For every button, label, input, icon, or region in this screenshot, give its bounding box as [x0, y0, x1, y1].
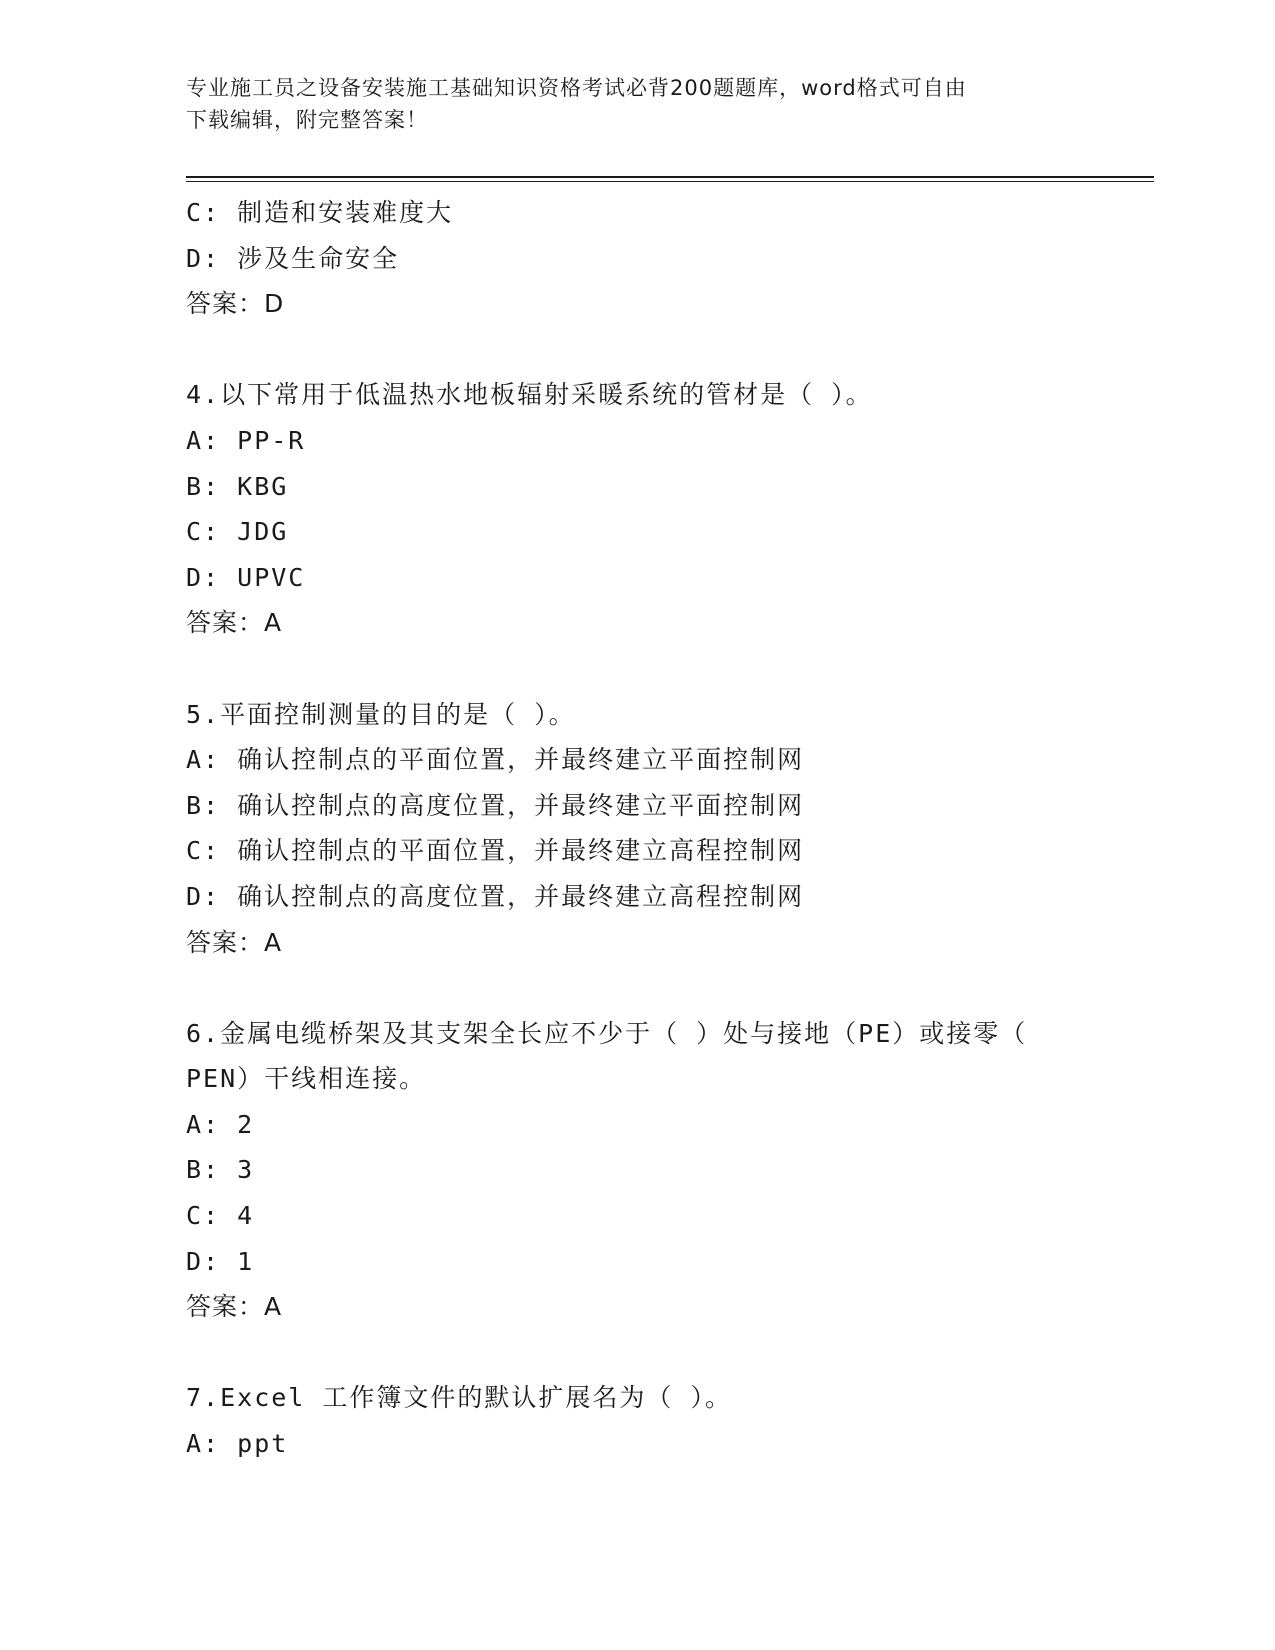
- spacer: [186, 327, 1086, 373]
- header-divider-thick: [186, 176, 1154, 178]
- question-list: [186, 190, 1086, 1467]
- option-a: A: 2: [186, 1109, 255, 1139]
- spacer: [186, 1330, 1086, 1376]
- header-line-1: 专业施工员之设备安装施工基础知识资格考试必背200题题库，word格式可自由: [186, 76, 967, 100]
- option-a: A: PP-R: [186, 425, 306, 455]
- question-stem: 5.平面控制测量的目的是（ ）。: [186, 699, 576, 729]
- question-stem-line-1: 6.金属电缆桥架及其支架全长应不少于（ ）处与接地（PE）或接零（: [186, 1018, 1028, 1048]
- answer: 答案：D: [186, 289, 285, 319]
- question-4: [186, 372, 1086, 646]
- header-line-2: 下载编辑，附完整答案！: [186, 108, 428, 132]
- question-5: [186, 692, 1086, 966]
- question-stem: 4.以下常用于低温热水地板辐射采暖系统的管材是（ ）。: [186, 380, 873, 410]
- question-6: [186, 1011, 1086, 1330]
- option-b: B: 3: [186, 1155, 255, 1185]
- question-3-partial: [186, 190, 1086, 327]
- option-d: D: 涉及生命安全: [186, 243, 400, 273]
- question-stem: 7.Excel 工作簿文件的默认扩展名为（ ）。: [186, 1383, 732, 1413]
- answer: 答案：A: [186, 927, 283, 957]
- option-c: C: 制造和安装难度大: [186, 198, 454, 227]
- header-divider-thin: [186, 181, 1154, 182]
- answer: 答案：A: [186, 608, 283, 638]
- question-7: [186, 1375, 1086, 1466]
- option-a: A: 确认控制点的平面位置，并最终建立平面控制网: [186, 745, 805, 775]
- spacer: [186, 646, 1086, 692]
- option-d: D: UPVC: [186, 562, 306, 592]
- document-header: [186, 72, 1086, 136]
- option-c: C: 4: [186, 1201, 255, 1231]
- option-d: D: 确认控制点的高度位置，并最终建立高程控制网: [186, 881, 805, 911]
- option-b: B: KBG: [186, 471, 289, 501]
- option-b: B: 确认控制点的高度位置，并最终建立平面控制网: [186, 790, 805, 820]
- option-d: D: 1: [186, 1246, 255, 1276]
- option-c: C: JDG: [186, 517, 289, 547]
- spacer: [186, 965, 1086, 1011]
- answer: 答案：A: [186, 1292, 283, 1322]
- question-stem-line-2: PEN）干线相连接。: [186, 1064, 427, 1094]
- option-c: C: 确认控制点的平面位置，并最终建立高程控制网: [186, 836, 805, 866]
- option-a: A: ppt: [186, 1429, 289, 1459]
